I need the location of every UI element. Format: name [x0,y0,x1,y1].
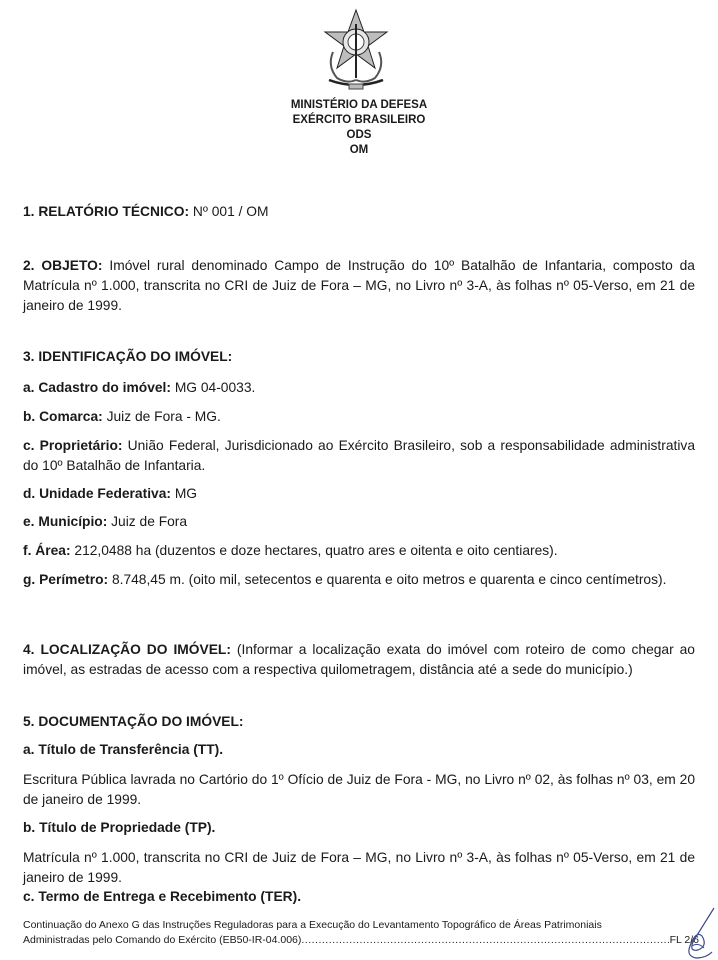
objeto-text: Imóvel rural denominado Campo de Instrução do 10º Batalhão de Infantaria, composto da Matrícula nº 1.000, transcrita no CRI de Juiz de Fora – MG, no Livro nº 3-A, às folhas nº 05-Verso, em 21 de janeiro de 1999. [23,258,695,313]
coat-of-arms-emblem [319,8,393,90]
localizacao-label: 4. LOCALIZAÇÃO DO IMÓVEL: [23,642,231,657]
item-municipio [23,512,695,532]
item-perimetro [23,570,695,590]
header-army: EXÉRCITO BRASILEIRO [292,114,426,126]
item-label: b. Comarca: [23,409,103,424]
relatorio-number: Nº 001 / OM [192,204,269,219]
objeto-label: 2. OBJETO: [23,258,103,273]
page-number: FL 2/6 [669,934,699,946]
termo-entrega-label: c. Termo de Entrega e Recebimento (TER). [23,889,302,904]
item-value: Juiz de Fora - MG. [106,409,221,424]
titulo-propriedade-text: Matrícula nº 1.000, transcrita no CRI de Juiz de Fora – MG, no Livro nº 3-A, às folhas nº 05-Verso, em 21 de janeiro de 1999. [23,850,695,885]
document-header [0,98,718,158]
header-om: OM [349,144,369,156]
localizacao-text: (Informar a localização exata do imóvel com roteiro de como chegar ao imóvel, as estradas de acesso com a respectiva quilometragem, distância até a sede do município.) [23,642,695,677]
item-value: 8.748,45 m. (oito mil, setecentos e quarenta e oito metros e quarenta e cinco centímetros). [111,572,667,587]
documentacao-heading: 5. DOCUMENTAÇÃO DO IMÓVEL: [23,714,244,729]
footer-reference: Administradas pelo Comando do Exército (EB50-IR-04.006) [23,934,302,946]
item-label: d. Unidade Federativa: [23,486,171,501]
section-localizacao [23,640,695,680]
footer-line-1: Continuação do Anexo G das Instruções Reguladoras para a Execução do Levantamento Topográfico de Áreas Patrimoniais [23,919,602,931]
identificacao-heading: 3. IDENTIFICAÇÃO DO IMÓVEL: [23,349,233,364]
titulo-propriedade-label: b. Título de Propriedade (TP). [23,820,216,835]
item-label: g. Perímetro: [23,572,109,587]
footer-leader-dots [301,933,669,948]
item-cadastro [23,378,695,398]
item-label: a. Cadastro do imóvel: [23,380,171,395]
handwritten-signature [674,906,718,960]
page-footer [23,918,699,948]
item-value: 212,0488 ha (duzentos e doze hectares, quatro ares e oitenta e oito centiares). [74,543,558,558]
titulo-transferencia-text: Escritura Pública lavrada no Cartório do 1º Ofício de Juiz de Fora - MG, no Livro nº 02, às folhas nº 03, em 20 de janeiro de 1999. [23,772,695,807]
relatorio-label: 1. RELATÓRIO TÉCNICO: [23,204,190,219]
item-label: e. Município: [23,514,108,529]
section-relatorio [23,202,695,222]
item-label: f. Área: [23,543,71,558]
section-objeto [23,256,695,316]
header-ministry: MINISTÉRIO DA DEFESA [290,99,428,111]
item-area [23,541,695,561]
item-comarca [23,407,695,427]
item-unidade-federativa [23,484,695,504]
footer-line-2 [23,933,699,948]
item-label: c. Proprietário: [23,438,123,453]
titulo-transferencia-label: a. Título de Transferência (TT). [23,742,224,757]
item-value: MG 04-0033. [174,380,256,395]
item-value: MG [174,486,198,501]
item-value: Juiz de Fora [111,514,188,529]
item-proprietario [23,436,695,476]
header-ods: ODS [346,129,372,141]
item-value: União Federal, Jurisdicionado ao Exército Brasileiro, sob a responsabilidade administrativa do 10º Batalhão de Infantaria. [23,438,695,473]
